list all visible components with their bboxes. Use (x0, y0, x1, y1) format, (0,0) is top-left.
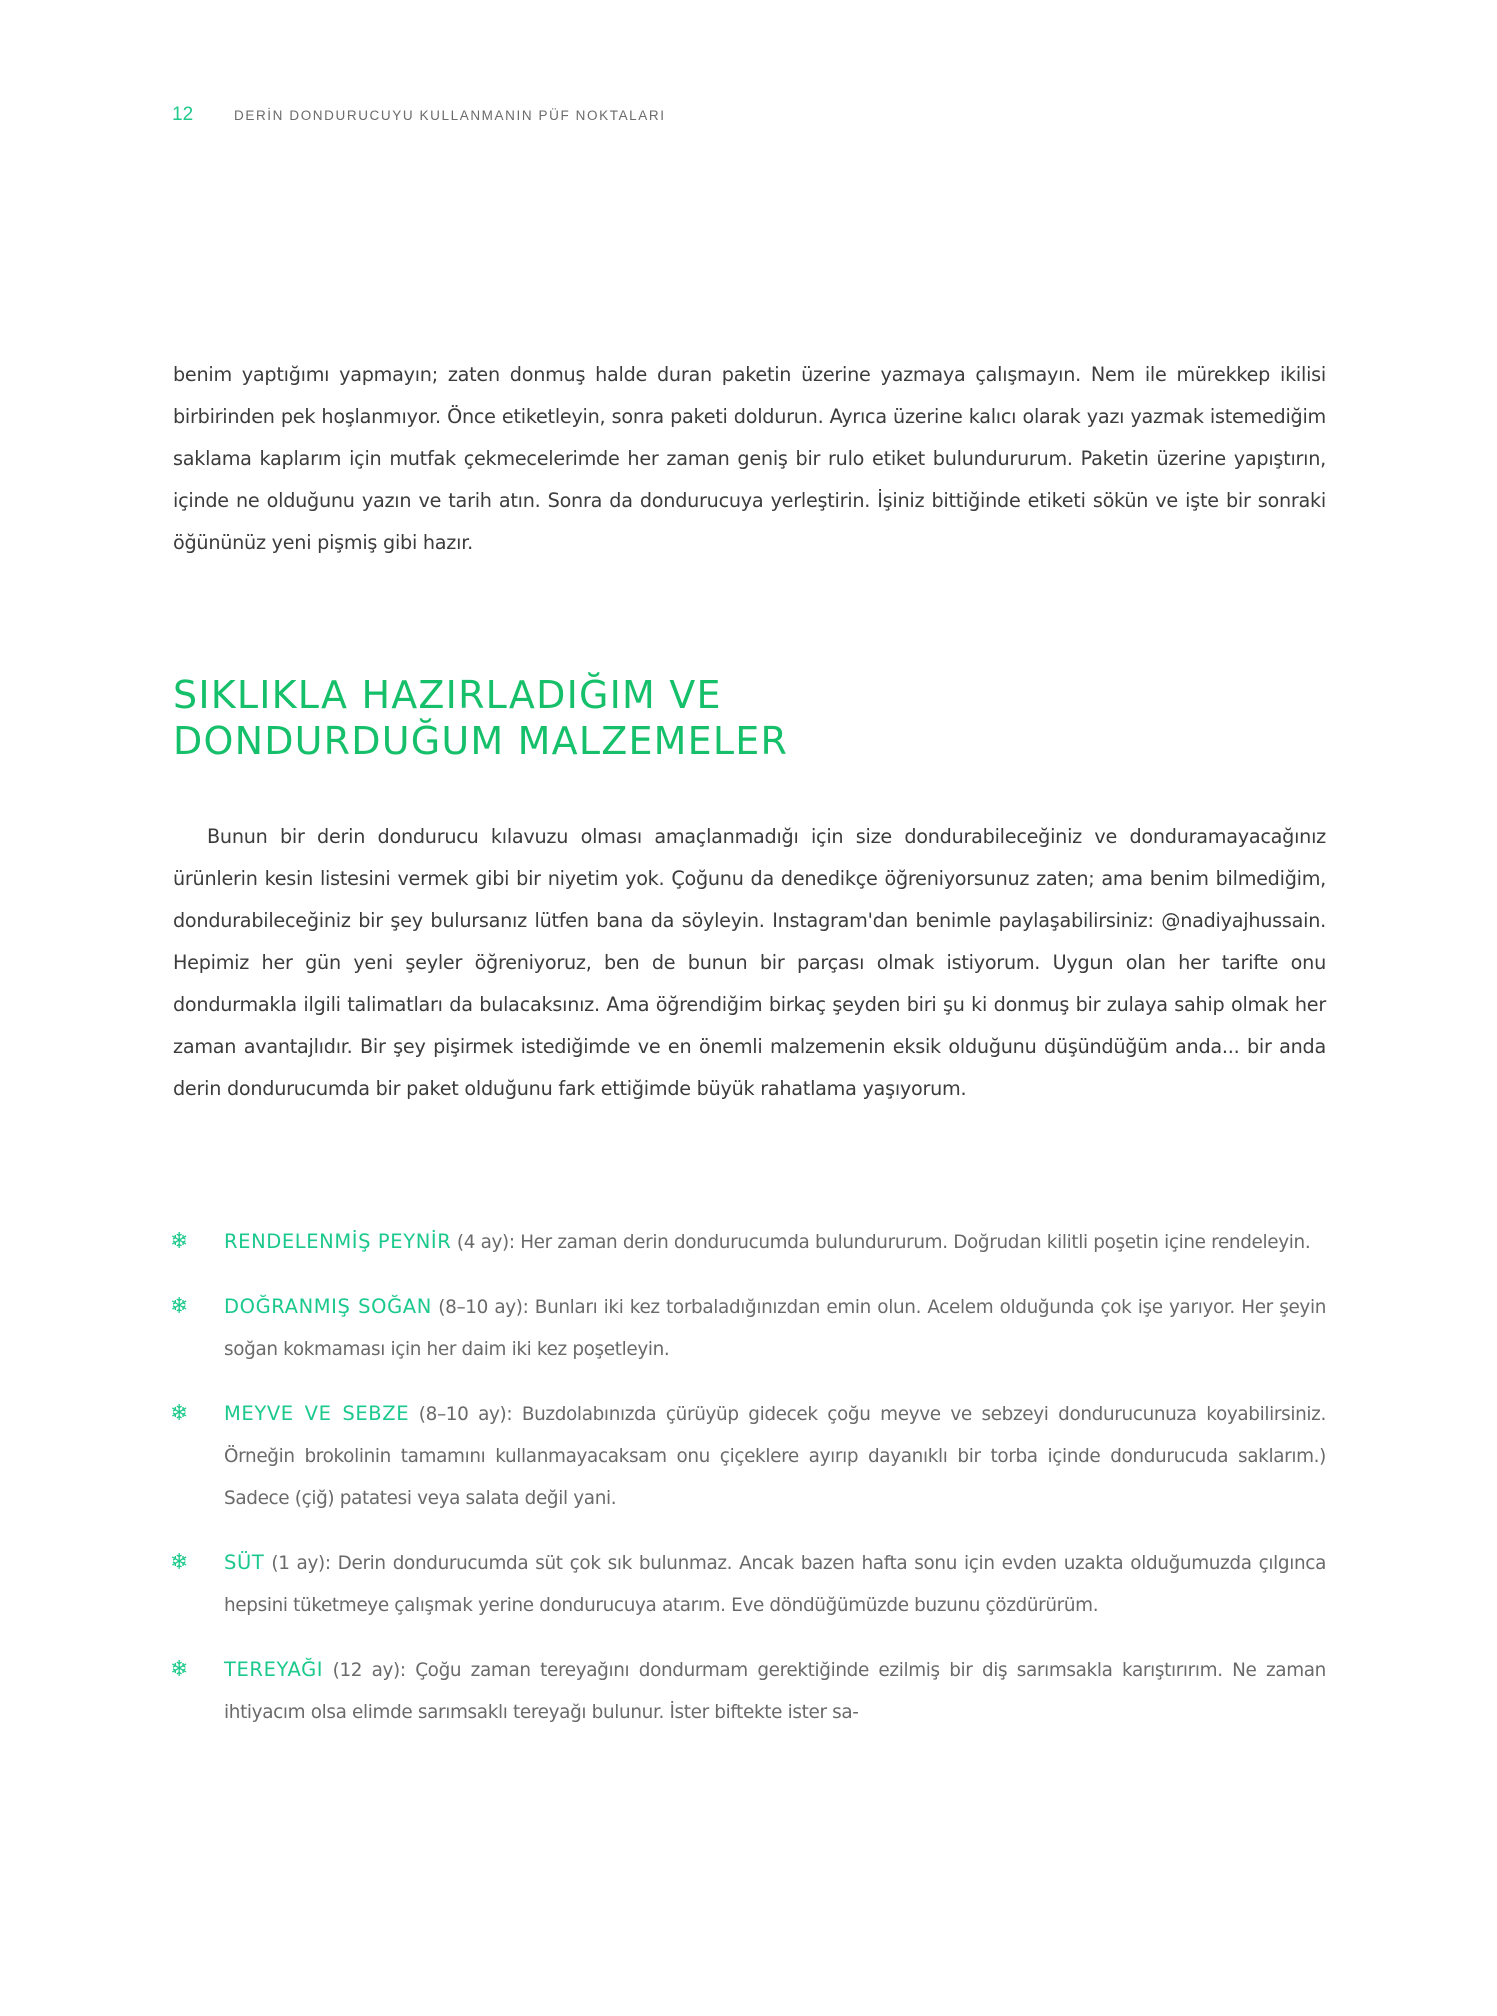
intro-paragraph: benim yaptığımı yapmayın; zaten donmuş halde duran paketin üzerine yazmaya çalışmayın. Nem ile mürekkep ikilisi birbirinden pek hoşlanmıyor. Önce etiketleyin, sonra paketi doldurun. Ayrıca üzerine kalıcı olarak yazı yazmak istemediğim saklama kaplarım için mutfak çekmecelerimde her zaman geniş bir rulo etiket bulundururum. Paketin üzerine yapıştırın, içinde ne olduğunu yazın ve tarih atın. Sonra da dondurucuya yerleştirin. İşiniz bittiğinde etiketi sökün ve işte bir sonraki öğününüz yeni pişmiş gibi hazır. (173, 363, 1326, 554)
ingredient-duration: (4 ay): (456, 1232, 515, 1253)
ingredient-item (168, 1542, 1326, 1627)
ingredient-description (224, 1286, 1326, 1371)
ingredient-duration: (12 ay): (332, 1660, 406, 1681)
ingredient-name: TEREYAĞI (224, 1658, 324, 1681)
ingredient-item (168, 1393, 1326, 1520)
page-number: 12 (172, 104, 194, 125)
ingredient-item (168, 1649, 1326, 1734)
ingredient-text: Her zaman derin dondurucumda bulundururum. Doğrudan kilitli poşetin içine rendeleyin. (520, 1232, 1311, 1253)
ingredient-description (224, 1221, 1326, 1264)
snowflake-icon: ❄ (170, 1294, 189, 1319)
ingredient-duration: (8–10 ay): (418, 1404, 513, 1425)
ingredient-duration: (8–10 ay): (438, 1297, 529, 1318)
ingredient-description (224, 1649, 1326, 1734)
ingredient-text: Bunları iki kez torbaladığınızdan emin olun. Acelem olduğunda çok işe yarıyor. Her şeyin soğan kokmaması için her daim iki kez poşetleyin. (224, 1297, 1327, 1360)
running-title: DERİN DONDURUCUYU KULLANMANIN PÜF NOKTALARI (234, 107, 666, 123)
section-body-paragraph: Bunun bir derin dondurucu kılavuzu olması amaçlanmadığı için size dondurabileceğiniz ve donduramayacağınız ürünlerin kesin listesini vermek gibi bir niyetim yok. Çoğunu da denedikçe öğreniyorsunuz zaten; ama benim bilmediğim, dondurabileceğiniz bir şey bulursanız lütfen bana da söyleyin. Instagram'dan benimle paylaşabilirsiniz: @nadiyajhussain. Hepimiz her gün yeni şeyler öğreniyoruz, ben de bunun bir parçası olmak istiyorum. Uygun olan her tarifte onu dondurmakla ilgili talimatları da bulacaksınız. Ama öğrendiğim birkaç şeyden biri şu ki donmuş bir zulaya sahip olmak her zaman avantajlıdır. Bir şey pişirmek istediğimde ve en önemli malzemenin eksik olduğunu düşündüğüm anda... bir anda derin dondurucumda bir paket olduğunu fark ettiğimde büyük rahatlama yaşıyorum. (173, 825, 1326, 1100)
snowflake-icon: ❄ (170, 1229, 189, 1254)
section-heading-line-2: DONDURDUĞUM MALZEMELER (173, 719, 789, 763)
section-heading-line-1: SIKLIKLA HAZIRLADIĞIM VE (173, 673, 722, 717)
ingredient-name: MEYVE VE SEBZE (224, 1402, 410, 1425)
ingredient-duration: (1 ay): (271, 1553, 331, 1574)
ingredient-name: DOĞRANMIŞ SOĞAN (224, 1295, 432, 1318)
snowflake-icon: ❄ (170, 1550, 189, 1575)
ingredient-item (168, 1221, 1326, 1264)
ingredient-text: Derin dondurucumda süt çok sık bulunmaz. Ancak bazen hafta sonu için evden uzakta olduğumuzda çılgınca hepsini tüketmeye çalışmak yerine dondurucuya atarım. Eve döndüğümüzde buzunu çözdürürüm. (224, 1553, 1326, 1616)
ingredient-name: SÜT (224, 1551, 265, 1574)
snowflake-icon: ❄ (170, 1401, 189, 1426)
intro-paragraph-block (173, 354, 1326, 564)
section-body-block (173, 816, 1326, 1110)
ingredient-name: RENDELENMİŞ PEYNİR (224, 1230, 452, 1253)
running-header (172, 104, 666, 126)
ingredient-item (168, 1286, 1326, 1371)
ingredient-list (168, 1221, 1326, 1756)
ingredient-description (224, 1393, 1326, 1520)
ingredient-description (224, 1542, 1326, 1627)
ingredient-text: Buzdolabınızda çürüyüp gidecek çoğu meyve ve sebzeyi dondurucunuza koyabilirsiniz. Örneğin brokolinin tamamını kullanmayacaksam onu çiçeklere ayırıp dayanıklı bir torba içinde dondurucuda saklarım.) Sadece (çiğ) patatesi veya salata değil yani. (224, 1404, 1326, 1509)
section-heading (173, 672, 788, 764)
snowflake-icon: ❄ (170, 1657, 189, 1682)
ingredient-text: Çoğu zaman tereyağını dondurmam gerektiğinde ezilmiş bir diş sarımsakla karıştırırım. Ne zaman ihtiyacım olsa elimde sarımsaklı tereyağı bulunur. İster biftekte ister sa- (224, 1660, 1326, 1723)
